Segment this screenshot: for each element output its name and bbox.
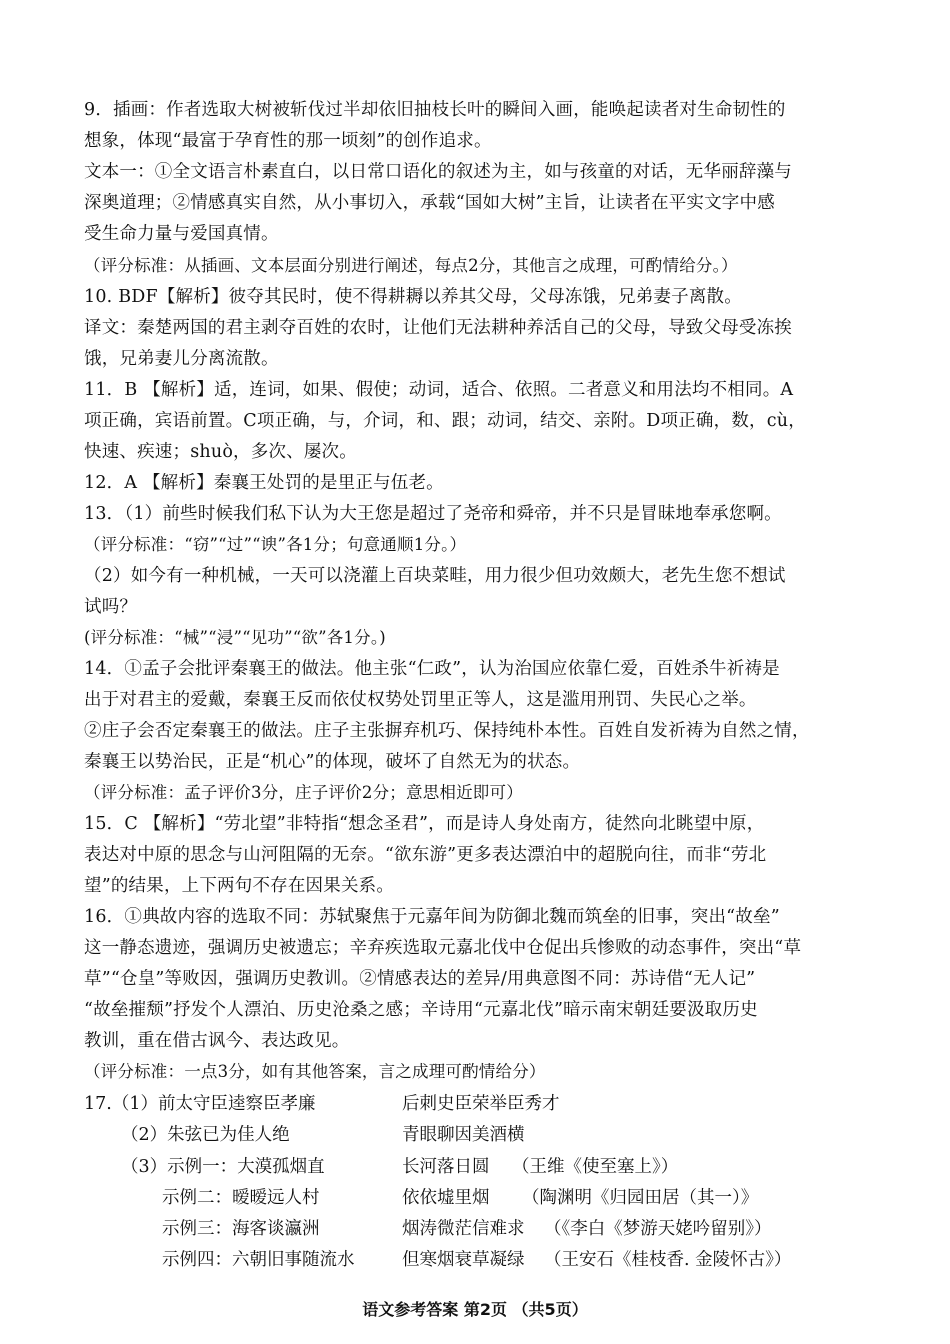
text-line: 出于对君主的爱戴，秦襄王反而依仗权势处罚里正等人，这是滥用刑罚、失民心之举。 bbox=[84, 690, 757, 710]
text-line: 文本一：①全文语言朴素直白，以日常口语化的叙述为主，如与孩童的对话，无华丽辞藻与 bbox=[84, 162, 792, 182]
scoring-note: (评分标准：“械”“浸”“见功”“欲”各1分。) bbox=[84, 628, 386, 647]
text-line: （2）如今有一种机械，一天可以浇灌上百块菜畦，用力很少但功效颇大，老先生您不想试 bbox=[84, 566, 786, 586]
text-line: 13．（1）前些时候我们私下认为大王您是超过了尧帝和舜帝，并不只是冒昧地奉承您啊。 bbox=[84, 504, 782, 524]
text-line: 项正确，宾语前置。C项正确，与，介词，和、跟；动词，结交、亲附。D项正确，数，cù， bbox=[84, 411, 806, 431]
q17-example2-first: 示例二：暧暧远人村 bbox=[162, 1188, 320, 1208]
q17-example3-source: （《李白《梦游天姥吟留别》） bbox=[544, 1219, 772, 1239]
q17-example3-first: 示例三：海客谈瀛洲 bbox=[162, 1219, 320, 1239]
text-line: ②庄子会否定秦襄王的做法。庄子主张摒弃机巧、保持纯朴本性。百姓自发祈祷为自然之情， bbox=[84, 721, 810, 741]
q17-example2-second: 依依墟里烟 bbox=[402, 1188, 490, 1208]
q17-example4-second: 但寒烟衰草凝绿 bbox=[402, 1250, 525, 1270]
text-line: 快速、疾速；shuò，多次、屡次。 bbox=[84, 442, 357, 462]
text-line: 深奥道理；②情感真实自然，从小事切入，承载“国如大树”主旨，让读者在平实文字中感 bbox=[84, 193, 775, 213]
text-line: 望”的结果，上下两句不存在因果关系。 bbox=[84, 876, 395, 896]
q17-line1-second: 后刺史臣荣举臣秀才 bbox=[402, 1094, 560, 1114]
q17-line1-first: 17.（1）前太守臣逵察臣孝廉 bbox=[84, 1094, 316, 1114]
text-line: 10. BDF【解析】彼夺其民时，使不得耕耨以养其父母，父母冻饿，兄弟妻子离散。 bbox=[84, 287, 742, 307]
text-line: 教训，重在借古讽今、表达政见。 bbox=[84, 1031, 350, 1051]
text-line: 16．①典故内容的选取不同：苏轼聚焦于元嘉年间为防御北魏而筑垒的旧事，突出“故垒” bbox=[84, 907, 780, 927]
text-line: 12．A 【解析】秦襄王处罚的是里正与伍老。 bbox=[84, 473, 444, 493]
text-line: 饿，兄弟妻儿分离流散。 bbox=[84, 349, 279, 369]
text-line: 想象，体现“最富于孕育性的那一顷刻”的创作追求。 bbox=[84, 131, 492, 151]
text-line: 草”“仓皇”等败因，强调历史教训。②情感表达的差异/用典意图不同：苏诗借“无人记” bbox=[84, 969, 756, 989]
text-line: “故垒摧颓”抒发个人漂泊、历史沧桑之感；辛诗用“元嘉北伐”暗示南宋朝廷要汲取历史 bbox=[84, 1000, 758, 1020]
text-line: 受生命力量与爱国真情。 bbox=[84, 224, 279, 244]
text-line: 秦襄王以势治民，正是“机心”的体现，破坏了自然无为的状态。 bbox=[84, 752, 581, 772]
q17-line2-second: 青眼聊因美酒横 bbox=[402, 1125, 525, 1145]
scoring-note: （评分标准：从插画、文本层面分别进行阐述，每点2分，其他言之成理，可酌情给分。） bbox=[84, 256, 738, 275]
text-line: 试吗？ bbox=[84, 597, 138, 617]
text-line: 这一静态遗迹，强调历史被遗忘；辛弃疾选取元嘉北伐中仓促出兵惨败的动态事件，突出“草 bbox=[84, 938, 802, 958]
q17-example4-source: （王安石《桂枝香. 金陵怀古》） bbox=[544, 1250, 792, 1270]
text-line: 9．插画：作者选取大树被斩伐过半却依旧抽枝长叶的瞬间入画，能唤起读者对生命韧性的 bbox=[84, 100, 786, 120]
text-line: 表达对中原的思念与山河阻隔的无奈。“欲东游”更多表达漂泊中的超脱向往，而非“劳北 bbox=[84, 845, 767, 865]
text-line: 译文：秦楚两国的君主剥夺百姓的农时，让他们无法耕种养活自己的父母，导致父母受冻挨 bbox=[84, 318, 792, 338]
page-footer: 语文参考答案 第2页 （共5页） bbox=[362, 1300, 588, 1319]
q17-example2-source: （陶渊明《归园田居（其一）》 bbox=[522, 1188, 759, 1208]
text-line: 15．C 【解析】“劳北望”非特指“想念圣君”，而是诗人身处南方，徒然向北眺望中原， bbox=[84, 814, 765, 834]
text-line: 11．B 【解析】适，连词，如果、假使；动词，适合、依照。二者意义和用法均不相同。A bbox=[84, 380, 794, 400]
scoring-note: （评分标准：一点3分，如有其他答案，言之成理可酌情给分） bbox=[84, 1062, 546, 1081]
scoring-note: （评分标准：孟子评价3分，庄子评价2分；意思相近即可） bbox=[84, 783, 523, 802]
scoring-note: （评分标准：“窃”“过”“谀”各1分；句意通顺1分。） bbox=[84, 535, 467, 554]
text-line: 14．①孟子会批评秦襄王的做法。他主张“仁政”，认为治国应依靠仁爱，百姓杀牛祈祷是 bbox=[84, 659, 780, 679]
q17-example1-source: （王维《使至塞上》） bbox=[512, 1157, 679, 1177]
q17-line2-first: （2）朱弦已为佳人绝 bbox=[121, 1125, 290, 1145]
q17-example3-second: 烟涛微茫信难求 bbox=[402, 1219, 525, 1239]
q17-example1-second: 长河落日圆 bbox=[402, 1157, 490, 1177]
q17-example1-first: （3）示例一：大漠孤烟直 bbox=[121, 1157, 325, 1177]
q17-example4-first: 示例四：六朝旧事随流水 bbox=[162, 1250, 355, 1270]
